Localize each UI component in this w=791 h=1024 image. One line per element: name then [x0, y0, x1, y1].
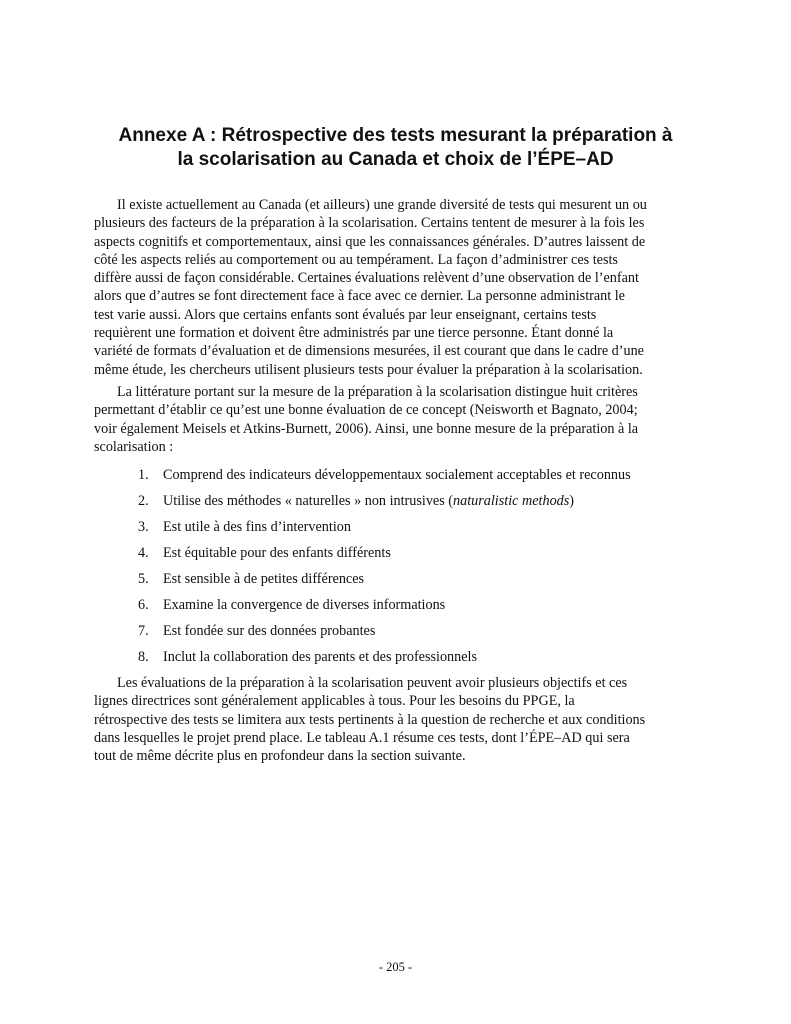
list-item — [94, 622, 698, 648]
text-line: lignes directrices sont généralement applicables à tous. Pour les besoins du PPGE, la — [94, 693, 575, 710]
list-number: 1. — [138, 467, 149, 483]
list-number: 4. — [138, 545, 149, 561]
text-line: alors que d’autres se font directement face à face avec ce dernier. La personne administrant le — [94, 288, 625, 305]
list-text-italic: naturalistic methods — [453, 493, 570, 509]
text-line: scolarisation : — [94, 438, 174, 455]
criteria-list — [94, 466, 698, 674]
page-title — [60, 124, 731, 172]
list-text: Est sensible à de petites différences — [163, 571, 365, 587]
list-item — [94, 544, 698, 570]
list-item — [94, 466, 698, 492]
text-line: La littérature portant sur la mesure de la préparation à la scolarisation distingue huit critères — [117, 384, 638, 400]
list-text — [163, 492, 574, 510]
list-item — [94, 648, 698, 674]
list-number: 2. — [138, 493, 149, 509]
list-text: Est équitable pour des enfants différents — [163, 545, 391, 561]
text-line: dans lesquelles le projet prend place. Le tableau A.1 résume ces tests, dont l’ÉPE–AD qui sera — [94, 729, 630, 746]
title-line: la scolarisation au Canada et choix de l’ÉPE–AD — [177, 149, 614, 170]
paragraph-intro — [94, 196, 698, 379]
list-item — [94, 570, 698, 596]
paragraph-conclusion — [94, 674, 698, 765]
title-line: Annexe A : Rétrospective des tests mesurant la préparation à — [118, 125, 673, 146]
text-line: voir également Meisels et Atkins-Burnett, 2006). Ainsi, une bonne mesure de la préparation à la — [94, 420, 639, 437]
list-item — [94, 596, 698, 622]
text-line: test varie aussi. Alors que certains enfants sont évalués par leur enseignant, certains tests — [94, 306, 597, 323]
list-text: Examine la convergence de diverses informations — [163, 597, 446, 613]
text-line: aspects cognitifs et comportementaux, ainsi que les connaissances générales. D’autres laissent de — [94, 233, 646, 250]
list-number: 6. — [138, 597, 149, 613]
text-line: côté les aspects reliés au comportement ou au tempérament. La façon d’administrer ces tests — [94, 251, 618, 268]
list-item — [94, 492, 698, 518]
list-text: Est fondée sur des données probantes — [163, 623, 376, 639]
list-text: Inclut la collaboration des parents et des professionnels — [163, 649, 478, 665]
list-number: 8. — [138, 649, 149, 665]
text-line: requièrent une formation et doivent être administrés par une tierce personne. Étant donné la — [94, 325, 614, 342]
text-line: permettant d’établir ce qu’est une bonne évaluation de ce concept (Neisworth et Bagnato, 2004; — [94, 402, 638, 419]
text-line: Les évaluations de la préparation à la scolarisation peuvent avoir plusieurs objectifs et ces — [117, 675, 628, 691]
list-text: Est utile à des fins d’intervention — [163, 519, 351, 535]
text-line: diffère aussi de façon considérable. Certaines évaluations relèvent d’une observation de l’enfant — [94, 270, 639, 287]
text-line: tout de même décrite plus en profondeur dans la section suivante. — [94, 748, 466, 765]
list-text-part: Utilise des méthodes « naturelles » non intrusives ( — [163, 493, 454, 509]
list-number: 3. — [138, 519, 149, 535]
list-item — [94, 518, 698, 544]
text-line: variété de formats d’évaluation et de dimensions mesurées, il est courant que dans le cadre d’une — [94, 343, 644, 360]
list-text: Comprend des indicateurs développementaux socialement acceptables et reconnus — [163, 467, 631, 483]
page-number: - 205 - — [378, 960, 413, 974]
text-line: Il existe actuellement au Canada (et ailleurs) une grande diversité de tests qui mesurent un ou — [117, 197, 647, 213]
text-line: même étude, les chercheurs utilisent plusieurs tests pour évaluer la préparation à la scolarisation. — [94, 361, 643, 378]
list-number: 5. — [138, 571, 149, 587]
list-text-part: ) — [569, 493, 575, 509]
list-number: 7. — [138, 623, 149, 639]
paragraph-criteria-intro — [94, 383, 698, 456]
text-line: plusieurs des facteurs de la préparation à la scolarisation. Certains tentent de mesurer à la fois les — [94, 215, 645, 232]
text-line: rétrospective des tests se limitera aux tests pertinents à la question de recherche et aux conditions — [94, 711, 646, 728]
